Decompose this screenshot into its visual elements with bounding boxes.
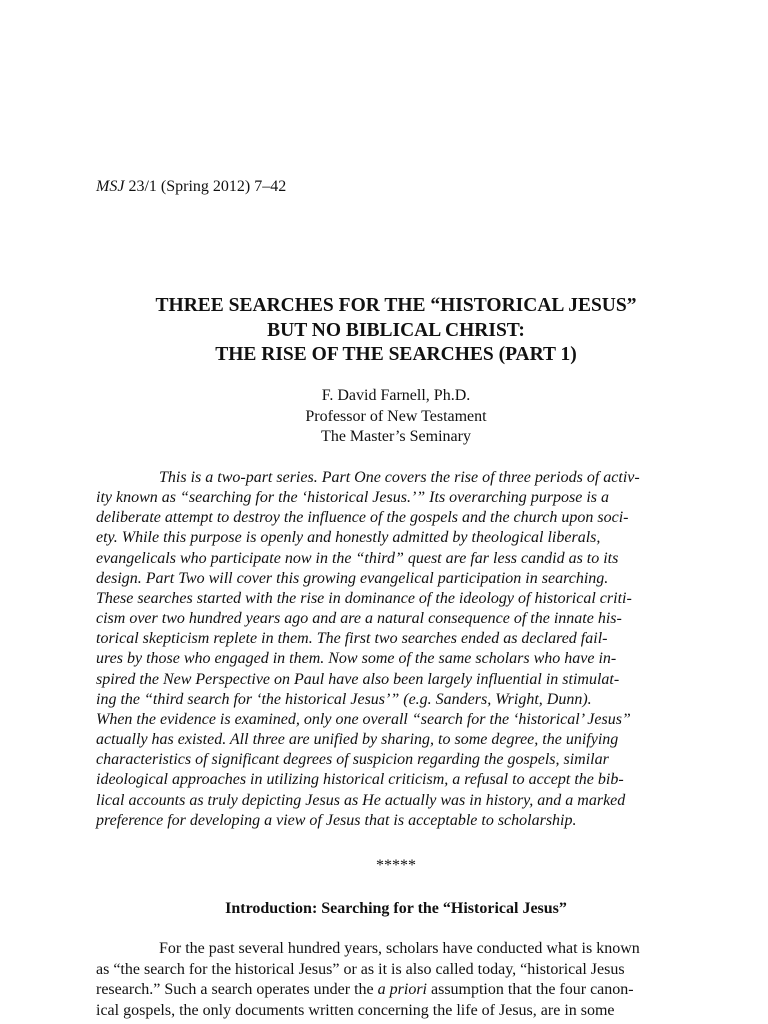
section-heading: Introduction: Searching for the “Historical Jesus” bbox=[225, 900, 567, 917]
title-line: THE RISE OF THE SEARCHES (PART 1) bbox=[215, 344, 577, 365]
body-line: For the past several hundred years, scholars have conducted what is known bbox=[159, 940, 640, 957]
body-line bbox=[96, 980, 696, 1001]
citation-details: 23/1 (Spring 2012) 7–42 bbox=[124, 178, 287, 195]
abstract-line: ety. While this purpose is openly and honestly admitted by theological liberals, bbox=[96, 529, 601, 547]
body-text-segment: assumption that the four canon- bbox=[426, 981, 634, 998]
abstract-line: design. Part Two will cover this growing evangelical participation in searching. bbox=[96, 569, 609, 587]
section-separator: ***** bbox=[376, 857, 416, 874]
abstract-line: cism over two hundred years ago and are a natural consequence of the innate his- bbox=[96, 610, 622, 628]
abstract-line: torical skepticism replete in them. The first two searches ended as declared fail- bbox=[96, 630, 608, 648]
author-institution: The Master’s Seminary bbox=[321, 428, 471, 445]
author-block bbox=[96, 386, 696, 448]
abstract-line: ing the “third search for ‘the historical Jesus’” (e.g. Sanders, Wright, Dunn). bbox=[96, 690, 592, 708]
abstract-line: lical accounts as truly depicting Jesus as He actually was in history, and a marked bbox=[96, 791, 626, 809]
abstract-line: ures by those who engaged in them. Now some of the same scholars who have in- bbox=[96, 650, 617, 668]
title-line: BUT NO BIBLICAL CHRIST: bbox=[267, 319, 525, 341]
author-name: F. David Farnell, Ph.D. bbox=[321, 387, 471, 404]
abstract-line: spired the New Perspective on Paul have also been largely influential in stimulat- bbox=[96, 670, 620, 688]
abstract-line: ity known as “searching for the ‘historical Jesus.’” Its overarching purpose is a bbox=[96, 489, 609, 507]
journal-citation bbox=[96, 177, 286, 197]
body-paragraph bbox=[96, 939, 696, 1021]
abstract-line: evangelicals who participate now in the “third” quest are far less candid as to its bbox=[96, 549, 619, 567]
abstract-line: preference for developing a view of Jesus that is acceptable to scholarship. bbox=[96, 811, 577, 829]
abstract-line: deliberate attempt to destroy the influence of the gospels and the church upon soci- bbox=[96, 509, 629, 527]
body-text-segment: research.” Such a search operates under the bbox=[96, 981, 378, 998]
emphasis-a-priori: a priori bbox=[377, 981, 427, 998]
abstract bbox=[96, 468, 696, 831]
abstract-line: This is a two-part series. Part One covers the rise of three periods of activ- bbox=[159, 469, 640, 486]
abstract-line: actually has existed. All three are unified by sharing, to some degree, the unifying bbox=[96, 731, 619, 749]
body-line: as “the search for the historical Jesus” or as it is also called today, “historical Jesus bbox=[96, 960, 625, 978]
body-line: ical gospels, the only documents written concerning the life of Jesus, are in some bbox=[96, 1001, 615, 1019]
abstract-line: ideological approaches in utilizing historical criticism, a refusal to accept the bib- bbox=[96, 771, 624, 789]
article-title bbox=[96, 294, 696, 368]
abstract-line: characteristics of significant degrees of suspicion regarding the gospels, similar bbox=[96, 751, 609, 769]
journal-abbreviation: MSJ bbox=[96, 178, 125, 195]
abstract-line: When the evidence is examined, only one overall “search for the ‘historical’ Jesus” bbox=[96, 710, 631, 728]
author-position: Professor of New Testament bbox=[305, 407, 487, 425]
title-line: THREE SEARCHES FOR THE “HISTORICAL JESUS” bbox=[155, 295, 637, 316]
abstract-line: These searches started with the rise in dominance of the ideology of historical criti- bbox=[96, 589, 632, 607]
